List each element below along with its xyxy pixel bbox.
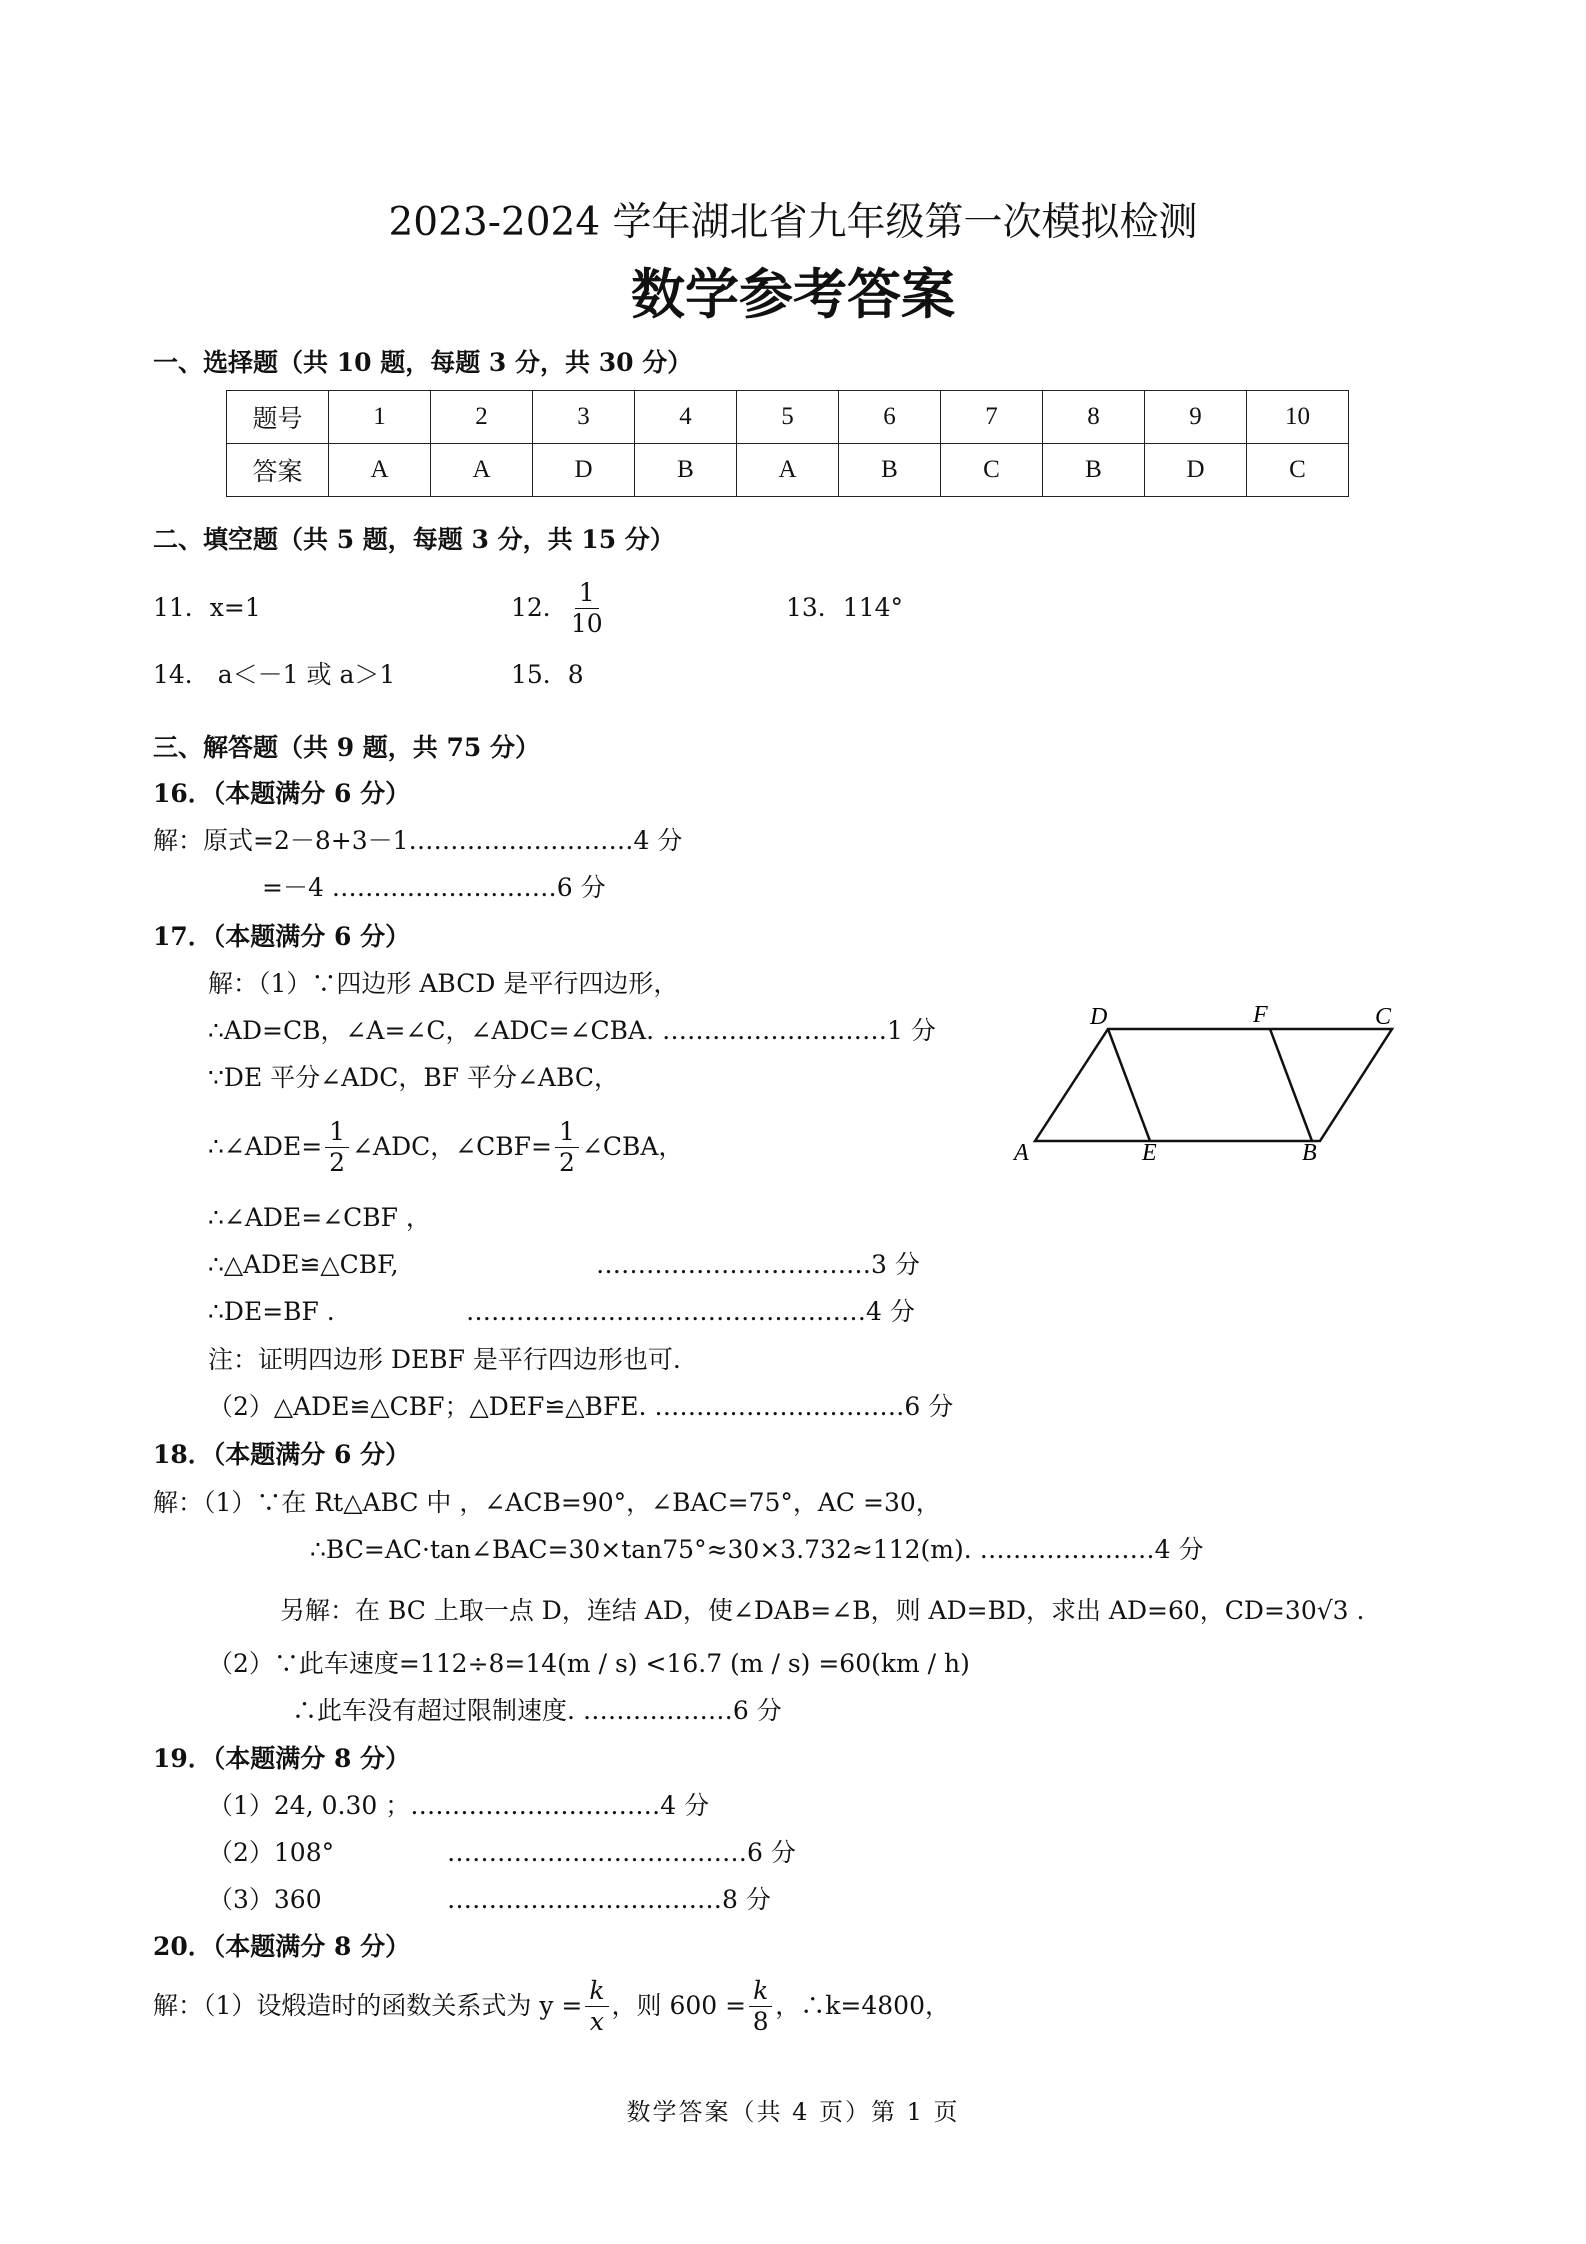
fraction-denominator: 2 [329, 1147, 346, 1177]
text-segment: ，则 600 = [611, 1991, 747, 2020]
table-cell: A [329, 444, 431, 497]
question-20-heading: 20．（本题满分 8 分） [153, 1932, 411, 1961]
text-segment: ∠ADC，∠CBF= [352, 1132, 552, 1161]
question-17-line: 解：（1）∵四边形 ABCD 是平行四边形， [208, 969, 679, 998]
table-cell: 3 [533, 391, 635, 444]
question-18-line: 解：（1）∵在 Rt△ABC 中 ，∠ACB=90°，∠BAC=75°，AC =30， [153, 1488, 941, 1517]
section-heading-choice: 一、选择题（共 10 题，每题 3 分，共 30 分） [153, 348, 693, 377]
table-cell-label: 题号 [227, 391, 329, 444]
fraction-numerator: k [749, 1976, 772, 2007]
table-cell: 1 [329, 391, 431, 444]
question-16-line: =－4 ………………………6 分 [262, 873, 606, 902]
question-20-line-fraction [153, 1966, 950, 2046]
fraction-denominator: x [589, 2006, 604, 2036]
table-row-numbers [227, 391, 1349, 444]
question-19-line: （3）360 [208, 1885, 322, 1914]
fraction-denominator: 10 [570, 608, 603, 638]
question-18-line: ∴BC=AC·tan∠BAC=30×tan75°≈30×3.732≈112(m). …………………4 分 [310, 1535, 1204, 1564]
vertex-label-E: E [1142, 1140, 1157, 1166]
question-17-line: ∴AD=CB，∠A=∠C，∠ADC=∠CBA. ………………………1 分 [208, 1016, 936, 1045]
vertex-label-D: D [1090, 1004, 1108, 1030]
text-segment: ，∴k=4800， [775, 1991, 950, 2020]
answer-table [226, 390, 1349, 497]
table-cell: 8 [1043, 391, 1145, 444]
table-cell: C [941, 444, 1043, 497]
question-17-line: ∴△ADE≌△CBF, [208, 1250, 399, 1279]
question-18-line: （2）∵此车速度=112÷8=14(m / s) <16.7 (m / s) =60(km / h) [208, 1649, 970, 1678]
question-19-heading: 19．（本题满分 8 分） [153, 1744, 411, 1773]
page-footer: 数学答案（共 4 页）第 1 页 [626, 2098, 960, 2126]
text-segment: ∴∠ADE= [208, 1132, 323, 1161]
fraction-numerator: k [585, 1976, 608, 2007]
fraction-numerator: 1 [325, 1117, 349, 1148]
table-cell: D [533, 444, 635, 497]
vertex-label-A: A [1014, 1140, 1029, 1166]
answer-q12 [511, 573, 606, 643]
answer-q15: 15．8 [511, 660, 584, 689]
question-17-line: ∴DE=BF . [208, 1297, 335, 1326]
fraction [555, 1117, 579, 1178]
question-16-line: 解：原式=2－8+3－1………………………4 分 [153, 826, 683, 855]
answer-q11: 11．x=1 [153, 593, 261, 622]
parallelogram-figure [1000, 1000, 1420, 1180]
fraction-numerator: 1 [575, 578, 599, 609]
parallelogram-outline [1035, 1029, 1392, 1141]
page-subtitle: 数学参考答案 [631, 262, 955, 326]
vertex-label-B: B [1302, 1140, 1317, 1166]
table-cell: A [737, 444, 839, 497]
question-18-heading: 18．（本题满分 6 分） [153, 1440, 411, 1469]
question-17-line: ∴∠ADE=∠CBF ， [208, 1203, 431, 1232]
question-17-note: 注：证明四边形 DEBF 是平行四边形也可. [208, 1345, 681, 1374]
question-18-alt-solution: 另解：在 BC 上取一点 D，连结 AD，使∠DAB=∠B，则 AD=BD，求出 AD=60，CD=30√3 . [280, 1596, 1365, 1625]
fraction-numerator: 1 [555, 1117, 579, 1148]
page-title: 2023-2024 学年湖北省九年级第一次模拟检测 [388, 200, 1198, 245]
table-cell: 4 [635, 391, 737, 444]
question-17-score: …………………………………………4 分 [466, 1297, 915, 1326]
text-segment: 解：（1）设煅造时的函数关系式为 y = [153, 1991, 583, 2020]
question-18-line: ∴此车没有超过限制速度. ………………6 分 [292, 1696, 782, 1725]
fraction [325, 1117, 349, 1178]
section-heading-solve: 三、解答题（共 9 题，共 75 分） [153, 733, 541, 762]
table-cell-label: 答案 [227, 444, 329, 497]
segment-DE [1108, 1029, 1150, 1141]
table-cell: 7 [941, 391, 1043, 444]
table-cell: 10 [1247, 391, 1349, 444]
question-17-line: ∵DE 平分∠ADC，BF 平分∠ABC， [208, 1063, 619, 1092]
table-cell: 9 [1145, 391, 1247, 444]
question-19-line: （2）108° [208, 1838, 335, 1867]
table-cell: 6 [839, 391, 941, 444]
table-cell: B [1043, 444, 1145, 497]
table-cell: 2 [431, 391, 533, 444]
question-17-heading: 17．（本题满分 6 分） [153, 922, 411, 951]
fraction [749, 1976, 772, 2037]
fraction [571, 578, 603, 639]
table-cell: C [1247, 444, 1349, 497]
segment-BF [1270, 1029, 1312, 1141]
fraction-denominator: 8 [752, 2006, 769, 2036]
table-cell: B [635, 444, 737, 497]
answer-q13: 13．114° [786, 593, 904, 622]
table-cell: B [839, 444, 941, 497]
fraction-denominator: 2 [558, 1147, 575, 1177]
question-16-heading: 16．（本题满分 6 分） [153, 779, 411, 808]
answer-q12-label: 12． [511, 593, 568, 622]
table-row-answers [227, 444, 1349, 497]
answer-q14: 14． a＜－1 或 a＞1 [153, 660, 396, 689]
question-17-line-fraction [208, 1111, 683, 1183]
question-19-line: （1）24, 0.30 ；…………………………4 分 [208, 1791, 710, 1820]
section-heading-fill: 二、填空题（共 5 题，每题 3 分，共 15 分） [153, 525, 675, 554]
vertex-label-C: C [1375, 1004, 1392, 1030]
question-17-score: ……………………………3 分 [596, 1250, 920, 1279]
text-segment: ∠CBA， [581, 1132, 684, 1161]
fraction [585, 1976, 608, 2037]
question-19-score: ……………………………8 分 [447, 1885, 771, 1914]
vertex-label-F: F [1253, 1002, 1268, 1028]
table-cell: 5 [737, 391, 839, 444]
question-17-line: （2）△ADE≌△CBF；△DEF≌△BFE. …………………………6 分 [208, 1392, 954, 1421]
table-cell: A [431, 444, 533, 497]
table-cell: D [1145, 444, 1247, 497]
question-19-score: ………………………………6 分 [447, 1838, 796, 1867]
